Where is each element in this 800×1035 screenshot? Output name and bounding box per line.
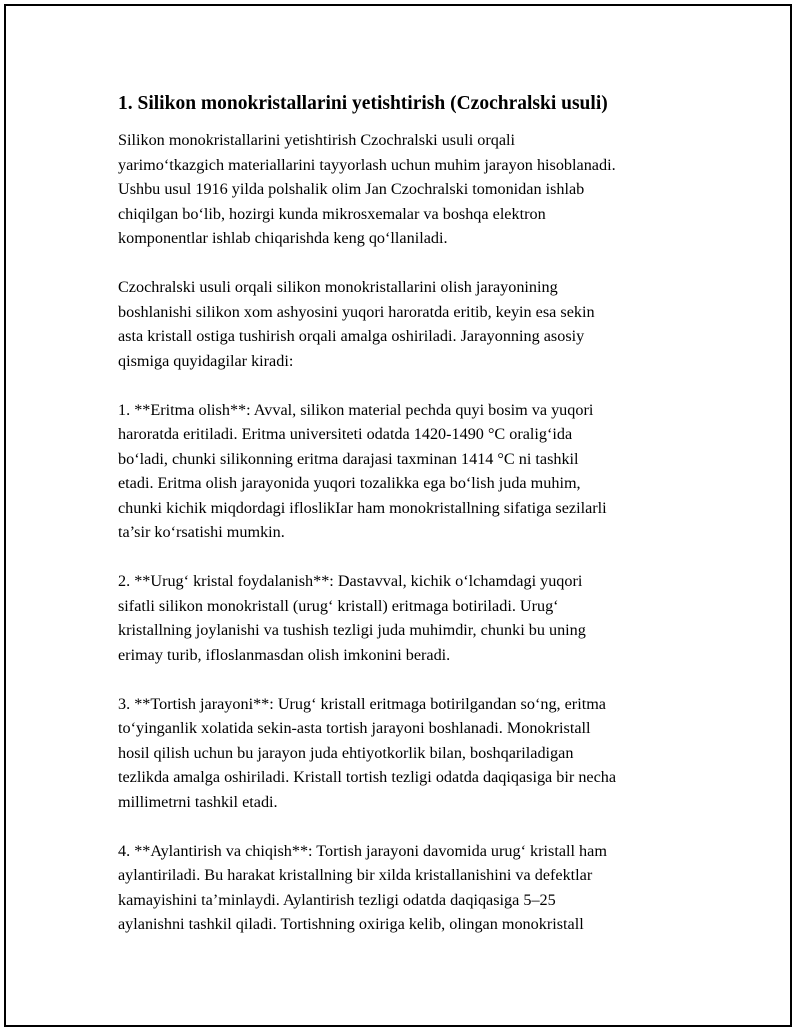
text-line: Silikon monokristallarini yetishtirish Czochralski usuli orqali: [118, 131, 516, 149]
text-line: boshlanishi silikon xom ashyosini yuqori haroratda eritib, keyin esa sekin: [118, 302, 595, 321]
text-line: erimay turib, ifloslanmasdan olish imkonini beradi.: [118, 645, 451, 664]
text-line: 2. **Urug‘ kristal foydalanish**: Dastavval, kichik o‘lchamdagi yuqori: [118, 572, 583, 590]
text-line: ta’sir ko‘rsatishi mumkin.: [118, 523, 285, 541]
text-line: Czochralski usuli orqali silikon monokristallarini olish jarayonining: [118, 278, 558, 296]
text-line: bo‘ladi, chunki silikonning eritma darajasi taxminan 1414 °C ni tashkil: [118, 449, 579, 468]
paragraph-step-3: [118, 692, 698, 815]
text-line: yarimo‘tkazgich materiallarini tayyorlash uchun muhim jarayon hisoblanadi.: [118, 155, 616, 174]
text-line: Ushbu usul 1916 yilda polshalik olim Jan Czochralski tomonidan ishlab: [118, 180, 585, 198]
text-line: aylantiriladi. Bu harakat kristallning bir xilda kristallanishini va defektlar: [118, 866, 593, 884]
text-line: sifatli silikon monokristall (urug‘ kristall) eritmaga botiriladi. Urug‘: [118, 596, 559, 615]
text-line: tezlikda amalga oshiriladi. Kristall tortish tezligi odatda daqiqasiga bir necha: [118, 768, 617, 786]
text-line: millimetrni tashkil etadi.: [118, 792, 278, 811]
paragraph-intro: [118, 128, 698, 251]
text-line: asta kristall ostiga tushirish orqali amalga oshiriladi. Jarayonning asosiy: [118, 327, 585, 345]
text-line: kamayishini ta’minlaydi. Aylantirish tezligi odatda daqiqasiga 5–25: [118, 890, 556, 909]
text-line: haroratda eritiladi. Eritma universiteti odatda 1420-1490 °C oralig‘ida: [118, 425, 573, 443]
text-line: to‘yinganlik xolatida sekin-asta tortish jarayoni boshlanadi. Monokristall: [118, 719, 591, 737]
text-line: 1. **Eritma olish**: Avval, silikon material pechda quyi bosim va yuqori: [118, 400, 594, 419]
paragraph-step-4: [118, 839, 698, 937]
document-body: [118, 90, 698, 961]
text-line: chiqilgan bo‘lib, hozirgi kunda mikrosxemalar va boshqa elektron: [118, 204, 546, 223]
paragraph-process-overview: [118, 275, 698, 373]
text-line: 3. **Tortish jarayoni**: Urug‘ kristall eritmaga botirilgandan so‘ng, eritma: [118, 694, 606, 713]
paragraph-step-2: [118, 569, 698, 667]
text-line: etadi. Eritma olish jarayonida yuqori tozalikka ega bo‘lish juda muhim,: [118, 474, 581, 492]
text-line: 4. **Aylantirish va chiqish**: Tortish jarayoni davomida urug‘ kristall ham: [118, 841, 607, 860]
document-title: 1. Silikon monokristallarini yetishtirish (Czochralski usuli): [118, 93, 608, 114]
text-line: komponentlar ishlab chiqarishda keng qo‘llaniladi.: [118, 229, 448, 247]
text-line: chunki kichik miqdordagi ifloslikIar ham monokristallning sifatiga sezilarli: [118, 498, 607, 517]
text-line: aylanishni tashkil qiladi. Tortishning oxiriga kelib, olingan monokristall: [118, 915, 584, 933]
text-line: hosil qilish uchun bu jarayon juda ehtiyotkorlik bilan, boshqariladigan: [118, 743, 574, 762]
text-line: qismiga quyidagilar kiradi:: [118, 351, 294, 370]
paragraph-step-1: [118, 398, 698, 545]
text-line: kristallning joylanishi va tushish tezligi juda muhimdir, chunki bu uning: [118, 621, 586, 639]
